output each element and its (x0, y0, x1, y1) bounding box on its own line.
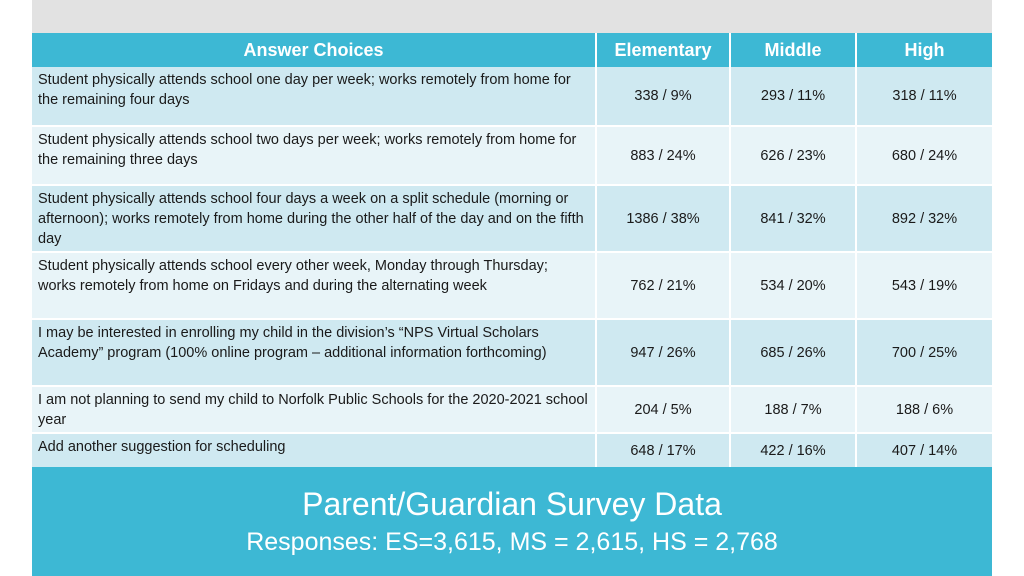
header-elementary: Elementary (596, 33, 730, 67)
high-cell: 188 / 6% (856, 386, 992, 433)
high-cell: 318 / 11% (856, 67, 992, 126)
header-answer-choices: Answer Choices (32, 33, 596, 67)
high-cell: 407 / 14% (856, 433, 992, 468)
elementary-cell: 338 / 9% (596, 67, 730, 126)
table-row (32, 67, 992, 126)
answer-cell: Student physically attends school four days a week on a split schedule (morning or afternoon); works remotely from home during the other half of the day and on the fifth day (32, 185, 596, 252)
high-cell: 892 / 32% (856, 185, 992, 252)
elementary-cell: 883 / 24% (596, 126, 730, 185)
middle-cell: 534 / 20% (730, 252, 856, 319)
answer-cell: I may be interested in enrolling my child in the division’s “NPS Virtual Scholars Academy” program (100% online program – additional information forthcoming) (32, 319, 596, 386)
middle-cell: 293 / 11% (730, 67, 856, 126)
elementary-cell: 204 / 5% (596, 386, 730, 433)
answer-cell: I am not planning to send my child to Norfolk Public Schools for the 2020-2021 school year (32, 386, 596, 433)
elementary-cell: 762 / 21% (596, 252, 730, 319)
answer-cell: Student physically attends school every other week, Monday through Thursday; works remotely from home on Fridays and during the alternating week (32, 252, 596, 319)
answer-cell: Student physically attends school two days per week; works remotely from home for the remaining three days (32, 126, 596, 185)
elementary-cell: 947 / 26% (596, 319, 730, 386)
table-row (32, 386, 992, 433)
responses-subtitle: Responses: ES=3,615, MS = 2,615, HS = 2,768 (246, 528, 778, 556)
answer-cell: Add another suggestion for scheduling (32, 433, 596, 468)
middle-cell: 422 / 16% (730, 433, 856, 468)
high-cell: 543 / 19% (856, 252, 992, 319)
high-cell: 680 / 24% (856, 126, 992, 185)
top-bar (32, 0, 992, 33)
middle-cell: 841 / 32% (730, 185, 856, 252)
table-row (32, 252, 992, 319)
table-row (32, 319, 992, 386)
footer-banner (32, 467, 992, 576)
elementary-cell: 1386 / 38% (596, 185, 730, 252)
table-row (32, 126, 992, 185)
middle-cell: 188 / 7% (730, 386, 856, 433)
page-title: Parent/Guardian Survey Data (302, 486, 722, 522)
middle-cell: 626 / 23% (730, 126, 856, 185)
survey-table (32, 33, 992, 469)
table-header-row (32, 33, 992, 67)
middle-cell: 685 / 26% (730, 319, 856, 386)
answer-cell: Student physically attends school one day per week; works remotely from home for the remaining four days (32, 67, 596, 126)
high-cell: 700 / 25% (856, 319, 992, 386)
table-row (32, 185, 992, 252)
header-middle: Middle (730, 33, 856, 67)
header-high: High (856, 33, 992, 67)
table-row (32, 433, 992, 468)
elementary-cell: 648 / 17% (596, 433, 730, 468)
